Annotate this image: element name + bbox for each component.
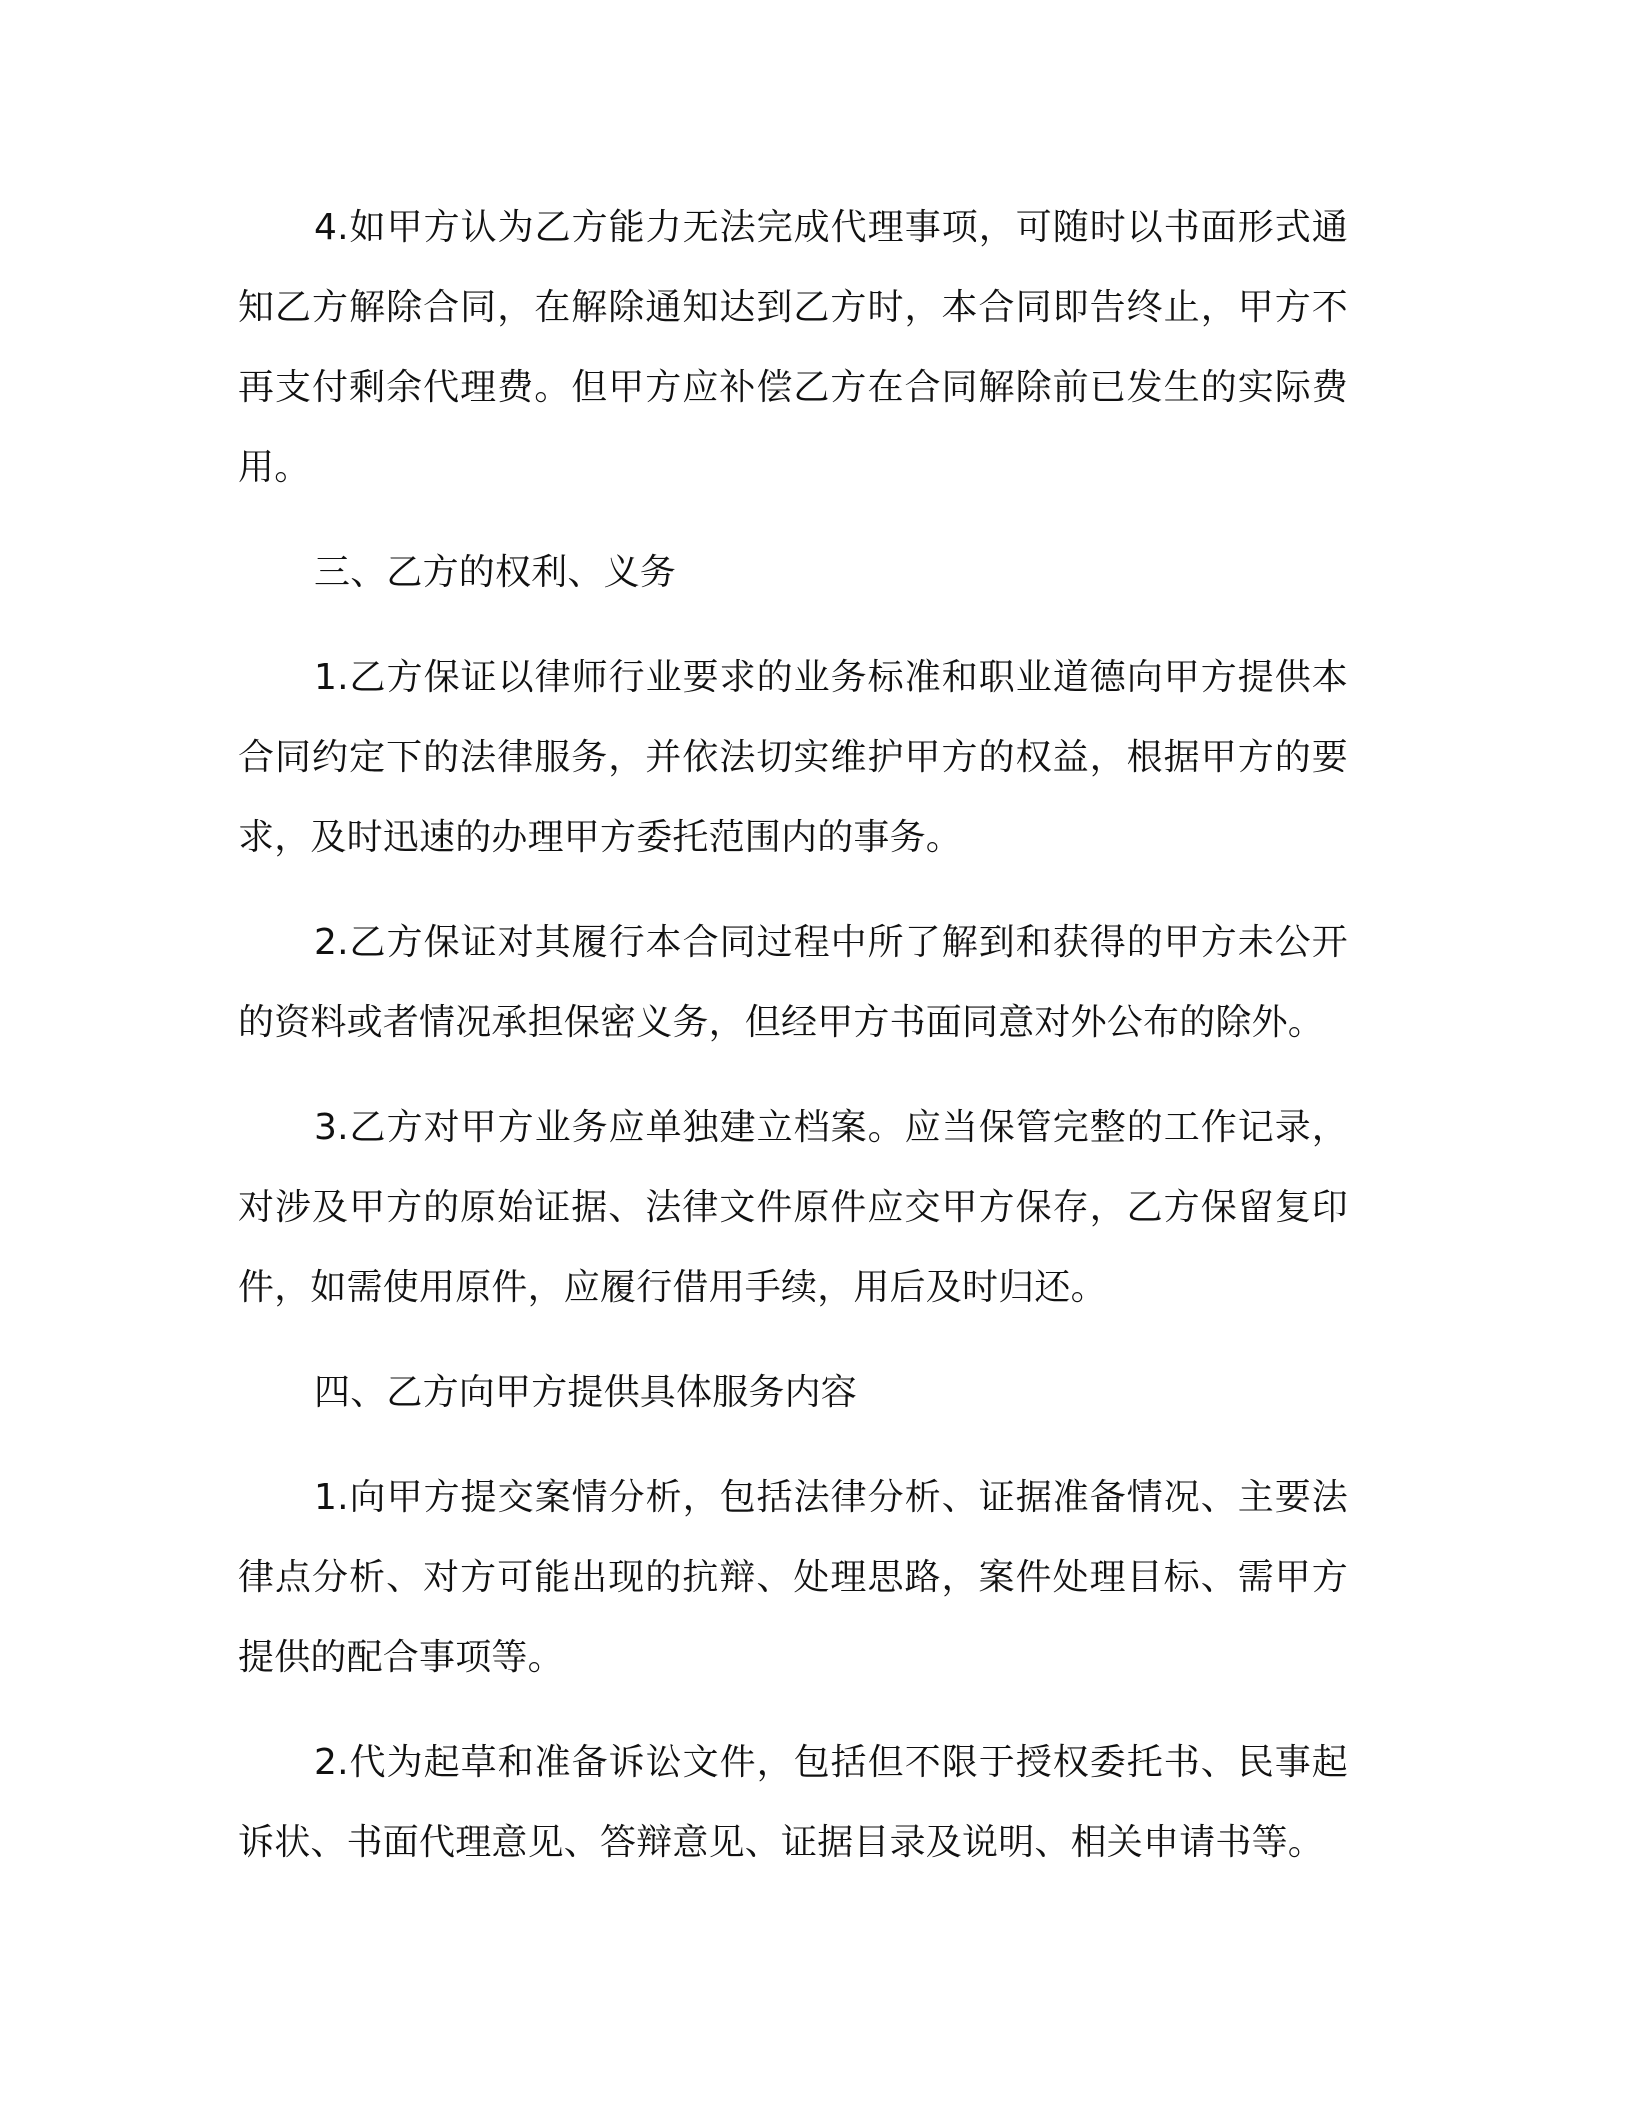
paragraph-litigation-documents: 2.代为起草和准备诉讼文件，包括但不限于授权委托书、民事起诉状、书面代理意见、答辩意见、证据目录及说明、相关申请书等。 <box>238 1742 1348 1863</box>
document-page <box>238 188 1348 1883</box>
paragraph-termination-clause: 4.如甲方认为乙方能力无法完成代理事项，可随时以书面形式通知乙方解除合同，在解除通知达到乙方时，本合同即告终止，甲方不再支付剩余代理费。但甲方应补偿乙方在合同解除前已发生的实际费用。 <box>238 207 1348 488</box>
section-heading-service-content: 四、乙方向甲方提供具体服务内容 <box>314 1372 858 1413</box>
paragraph-archive: 3.乙方对甲方业务应单独建立档案。应当保管完整的工作记录，对涉及甲方的原始证据、法律文件原件应交甲方保存，乙方保留复印件，如需使用原件，应履行借用手续，用后及时归还。 <box>238 1107 1348 1308</box>
paragraph-service-standard: 1.乙方保证以律师行业要求的业务标准和职业道德向甲方提供本合同约定下的法律服务，并依法切实维护甲方的权益，根据甲方的要求，及时迅速的办理甲方委托范围内的事务。 <box>238 657 1348 858</box>
paragraph-case-analysis: 1.向甲方提交案情分析，包括法律分析、证据准备情况、主要法律点分析、对方可能出现的抗辩、处理思路，案件处理目标、需甲方提供的配合事项等。 <box>238 1477 1348 1678</box>
section-heading-rights-obligations: 三、乙方的权利、义务 <box>314 552 677 593</box>
paragraph-confidentiality: 2.乙方保证对其履行本合同过程中所了解到和获得的甲方未公开的资料或者情况承担保密义务，但经甲方书面同意对外公布的除外。 <box>238 922 1348 1043</box>
